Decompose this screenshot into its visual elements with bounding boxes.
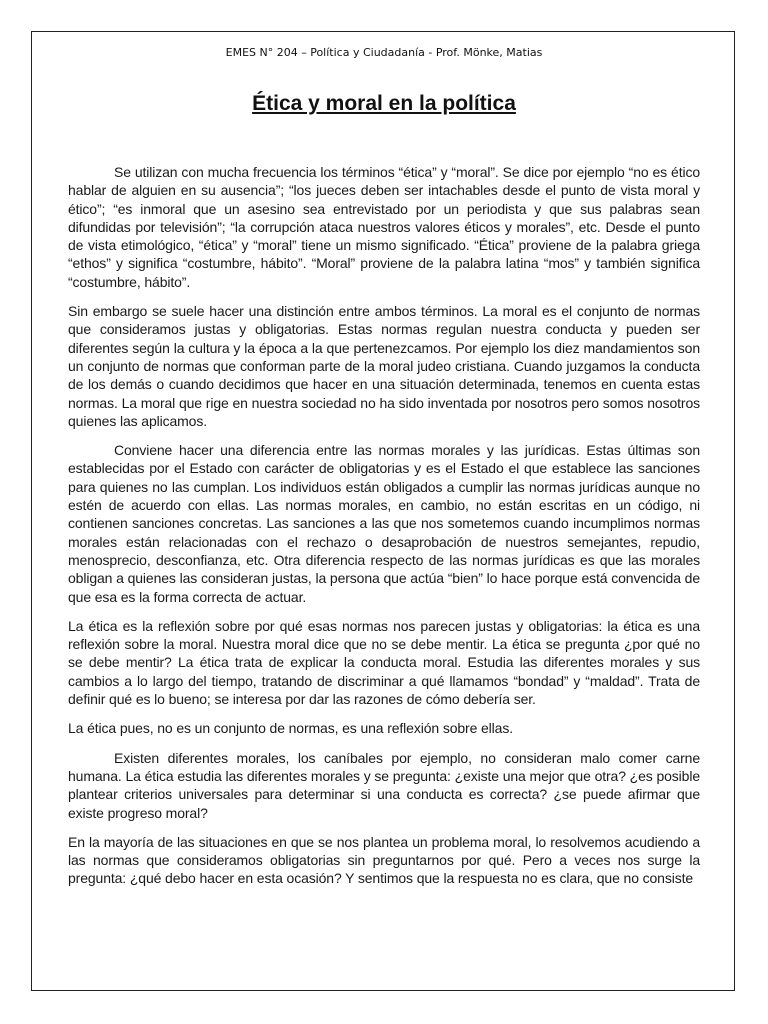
document-header: EMES N° 204 – Política y Ciudadanía - Prof. Mönke, Matias (225, 46, 543, 59)
document-body (68, 163, 700, 899)
paragraph-3: Conviene hacer una diferencia entre las normas morales y las jurídicas. Estas últimas son establecidas por el Estado con carácter de obligatorias y es el Estado el que establece las sanciones para quienes no las cumplan. Los individuos están obligados a cumplir las normas jurídicas aunque no estén de acuerdo con ellas. Las normas morales, en cambio, no están escritas en un código, ni contienen sanciones concretas. Las sanciones a las que nos sometemos cuando incumplimos normas morales están relacionadas con el rechazo o desaprobación de nuestros semejantes, repudio, menosprecio, desconfianza, etc. Otra diferencia respecto de las normas jurídicas es que las morales obligan a quienes las consideran justas, la persona que actúa “bien” lo hace porque está convencida de que esa es la forma correcta de actuar. (68, 442, 700, 605)
paragraph-1: Se utilizan con mucha frecuencia los términos “ética” y “moral”. Se dice por ejemplo “no es ético hablar de alguien en su ausencia”; “los jueces deben ser intachables desde el punto de vista moral y ético”; “es inmoral que un asesino sea entrevistado por un periodista y que sus palabras sean difundidas por televisión”; “la corrupción ataca nuestros valores éticos y morales”, etc. Desde el punto de vista etimológico, “ética” y “moral” tiene un mismo significado. “Ética” proviene de la palabra griega “ethos” y significa “costumbre, hábito”. “Moral” proviene de la palabra latina “mos” y también significa “costumbre, hábito”. (68, 164, 700, 290)
paragraph-7: En la mayoría de las situaciones en que se nos plantea un problema moral, lo resolvemos acudiendo a las normas que consideramos obligatorias sin preguntarnos por qué. Pero a veces nos surge la pregunta: ¿qué debo hacer en esta ocasión? Y sentimos que la respuesta no es clara, que no consiste (68, 833, 700, 887)
paragraph-6: Existen diferentes morales, los caníbales por ejemplo, no consideran malo comer carne humana. La ética estudia las diferentes morales y se pregunta: ¿existe una mejor que otra? ¿es posible plantear criterios universales para determinar si una conducta es correcta? ¿se puede afirmar que existe progreso moral? (68, 749, 700, 821)
document-title: Ética y moral en la política (252, 92, 516, 115)
paragraph-5: La ética pues, no es un conjunto de normas, es una reflexión sobre ellas. (68, 720, 513, 737)
paragraph-2: Sin embargo se suele hacer una distinción entre ambos términos. La moral es el conjunto de normas que consideramos justas y obligatorias. Estas normas regulan nuestra conducta y pueden ser diferentes según la cultura y la época a la que pertenezcamos. Por ejemplo los diez mandamientos son un conjunto de normas que conforman parte de la moral judeo cristiana. Cuando juzgamos la conducta de los demás o cuando decidimos que hacer en una situación determinada, tenemos en cuenta estas normas. La moral que rige en nuestra sociedad no ha sido inventada por nosotros pero somos nosotros quienes las aplicamos. (68, 303, 700, 429)
paragraph-4: La ética es la reflexión sobre por qué esas normas nos parecen justas y obligatorias: la ética es una reflexión sobre la moral. Nuestra moral dice que no se debe mentir. La ética se pregunta ¿por qué no se debe mentir? La ética trata de explicar la conducta moral. Estudia las diferentes morales y sus cambios a lo largo del tiempo, tratando de discriminar a qué llamamos “bondad” y “maldad”. Trata de definir qué es lo bueno; se interesa por dar las razones de cómo debería ser. (68, 617, 700, 708)
